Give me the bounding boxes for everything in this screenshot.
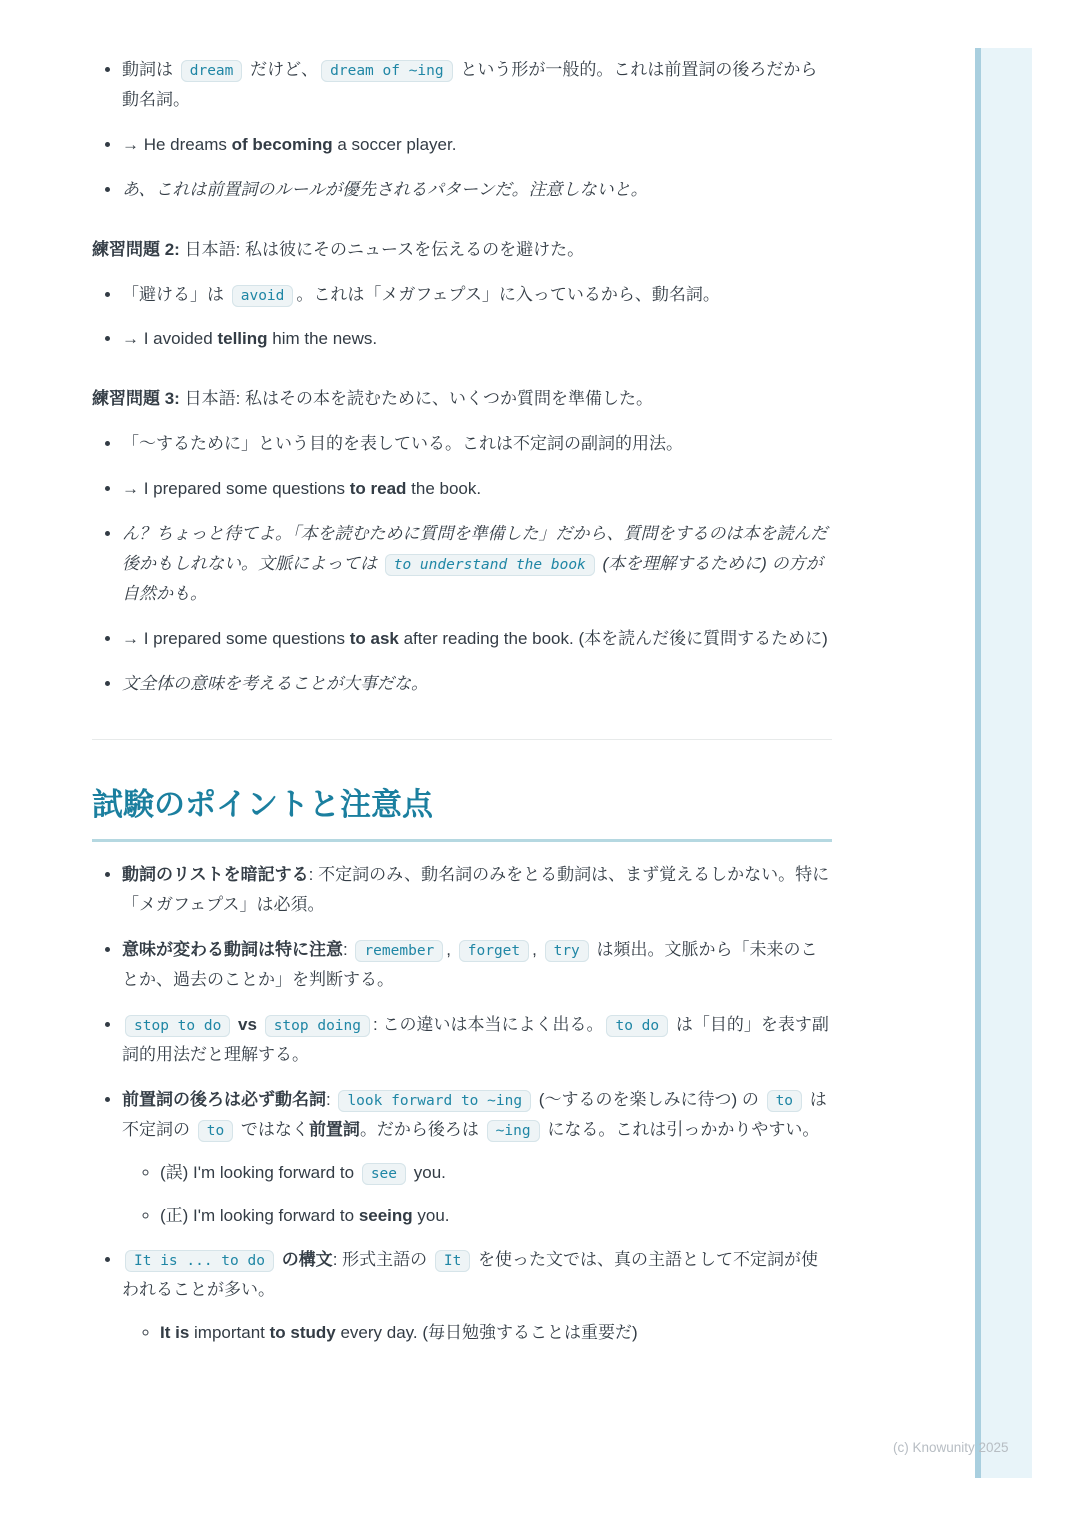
text-run: : この違いは本当によく出る。: [373, 1014, 604, 1034]
bullet-list: [92, 280, 832, 355]
text-run: 「〜するために」という目的を表している。これは不定詞の副詞的用法。: [122, 434, 683, 454]
section-divider: [92, 739, 832, 740]
text-run: important: [189, 1323, 270, 1343]
sub-list-item: [160, 1318, 832, 1348]
text-run: だけど、: [245, 60, 319, 79]
text-run: 動詞は: [122, 60, 178, 79]
text-run: a soccer player.: [332, 134, 457, 154]
bullet-list: [92, 55, 832, 205]
list-item: [122, 429, 832, 459]
inline-code: forget: [459, 940, 529, 962]
text-run: を使った文では、真の主語として不定詞が使われることが多い。: [122, 1250, 819, 1300]
exercise-paragraph: [92, 384, 832, 414]
text-run: (正) I'm looking forward to: [160, 1205, 359, 1225]
text-run: → He dreams: [122, 134, 232, 154]
inline-code: dream of ~ing: [321, 60, 453, 82]
list-item: [122, 624, 832, 654]
bold-text: to read: [349, 479, 407, 499]
bold-text: 前置詞の後ろは必ず動名詞: [122, 1089, 326, 1109]
list-item: [122, 324, 832, 354]
bold-text: 意味が変わる動詞は特に注意: [122, 940, 343, 960]
list-item: [122, 130, 832, 160]
bold-text: of becoming: [231, 134, 333, 154]
inline-code: look forward to ~ing: [338, 1090, 531, 1112]
bold-text: の構文: [281, 1250, 333, 1270]
text-run: 文全体の意味を考えることが大事だな。: [122, 673, 428, 693]
text-run: という形が一般的。これは前置詞の後ろだから動名詞。: [122, 60, 818, 109]
text-run: (誤) I'm looking forward to: [160, 1162, 359, 1182]
text-run: (本を理解するために) の方が自然かも。: [122, 553, 823, 603]
section-heading: 試験のポイントと注意点: [92, 786, 832, 843]
document-body: [92, 0, 832, 1363]
text-run: ん？ちょっと待てよ。「本を読むために質問を準備した」だから、質問をするのは本を読んだ後かもしれない。文脈によっては: [122, 524, 828, 573]
exercise-paragraph: [92, 235, 832, 265]
text-run: 日本語: 私はその本を読むために、いくつか質問を準備した。: [179, 389, 654, 409]
watermark: (c) Knowunity 2025: [893, 1440, 1009, 1455]
inline-code: stop doing: [265, 1015, 370, 1037]
bullet-list: [92, 429, 832, 698]
italic-note: [122, 674, 428, 693]
bold-text: to ask: [349, 628, 399, 648]
text-run: ,: [532, 940, 542, 960]
text-run: : 不定詞のみ、動名詞のみをとる動詞は、まず覚えるしかない。特に「メガフェプス」は必須。: [122, 865, 830, 915]
list-item: [122, 175, 832, 205]
text-run: 。これは「メガフェプス」に入っているから、動名詞。: [296, 284, 720, 304]
bold-text: 練習問題 2:: [92, 239, 180, 259]
sub-list-item: [160, 1158, 832, 1188]
bold-text: 前置詞: [308, 1119, 360, 1139]
list-item: [122, 935, 832, 995]
text-run: you.: [412, 1205, 450, 1225]
text-run: になる。これは引っかかりやすい。: [542, 1119, 820, 1139]
bold-text: 練習問題 3:: [92, 389, 180, 409]
text-run: → I avoided: [122, 329, 218, 349]
text-run: you.: [409, 1162, 446, 1182]
inline-code: avoid: [232, 285, 294, 307]
inline-code: to understand the book: [385, 554, 595, 576]
list-item: [122, 1010, 832, 1070]
text-run: : 形式主語の: [332, 1250, 432, 1270]
inline-code: to: [198, 1120, 233, 1142]
text-run: after reading the book. (本を読んだ後に質問するために): [398, 628, 828, 648]
list-item: [122, 669, 832, 699]
list-item: [122, 519, 832, 609]
text-run: は不定詞の: [122, 1089, 827, 1139]
bold-text: seeing: [358, 1205, 413, 1225]
list-item: [122, 55, 832, 115]
inline-code: try: [545, 940, 589, 962]
text-run: [257, 1015, 262, 1034]
text-run: 「避ける」は: [122, 284, 229, 304]
page-edge-highlight-bar: [975, 48, 1032, 1478]
inline-code: remember: [355, 940, 443, 962]
text-run: ,: [446, 940, 456, 960]
text-run: 。だから後ろは: [359, 1119, 484, 1139]
bullet-list: [92, 860, 832, 1348]
text-run: は頻出。文脈から「未来のことか、過去のことか」を判断する。: [122, 940, 818, 990]
text-run: あ、これは前置詞のルールが優先されるパターンだ。注意しないと。: [122, 179, 648, 199]
text-run: (〜するのを楽しみに待つ) の: [534, 1089, 764, 1109]
text-run: → I prepared some questions: [122, 628, 350, 648]
sub-bullet-list: [122, 1318, 832, 1348]
bold-text: 動詞のリストを暗記する: [122, 865, 309, 885]
list-item: [122, 1245, 832, 1348]
italic-note: [122, 180, 648, 199]
list-item: [122, 1085, 832, 1231]
text-run: him the news.: [267, 329, 378, 349]
italic-note: [122, 524, 828, 603]
bold-text: telling: [217, 329, 268, 349]
sub-bullet-list: [122, 1158, 832, 1231]
inline-code: to: [767, 1090, 802, 1112]
text-run: 日本語: 私は彼にそのニュースを伝えるのを避けた。: [179, 239, 585, 259]
list-item: [122, 280, 832, 310]
sub-list-item: [160, 1201, 832, 1231]
bold-text: vs: [238, 1014, 257, 1034]
bold-text: to study: [269, 1323, 336, 1343]
text-run: the book.: [406, 479, 482, 499]
inline-code: stop to do: [125, 1015, 230, 1037]
text-run: :: [343, 940, 353, 960]
text-run: ではなく: [236, 1119, 309, 1139]
bold-text: It is: [160, 1323, 190, 1343]
inline-code: It: [435, 1250, 470, 1272]
inline-code: It is ... to do: [125, 1250, 274, 1272]
text-run: every day. (毎日勉強することは重要だ): [335, 1323, 638, 1343]
text-run: は「目的」を表す副詞的用法だと理解する。: [122, 1014, 829, 1064]
list-item: [122, 860, 832, 920]
inline-code: ~ing: [487, 1120, 540, 1142]
inline-code: see: [362, 1163, 406, 1185]
inline-code: to do: [606, 1015, 668, 1037]
inline-code: dream: [181, 60, 243, 82]
text-run: :: [326, 1089, 336, 1109]
list-item: [122, 474, 832, 504]
text-run: → I prepared some questions: [122, 479, 350, 499]
